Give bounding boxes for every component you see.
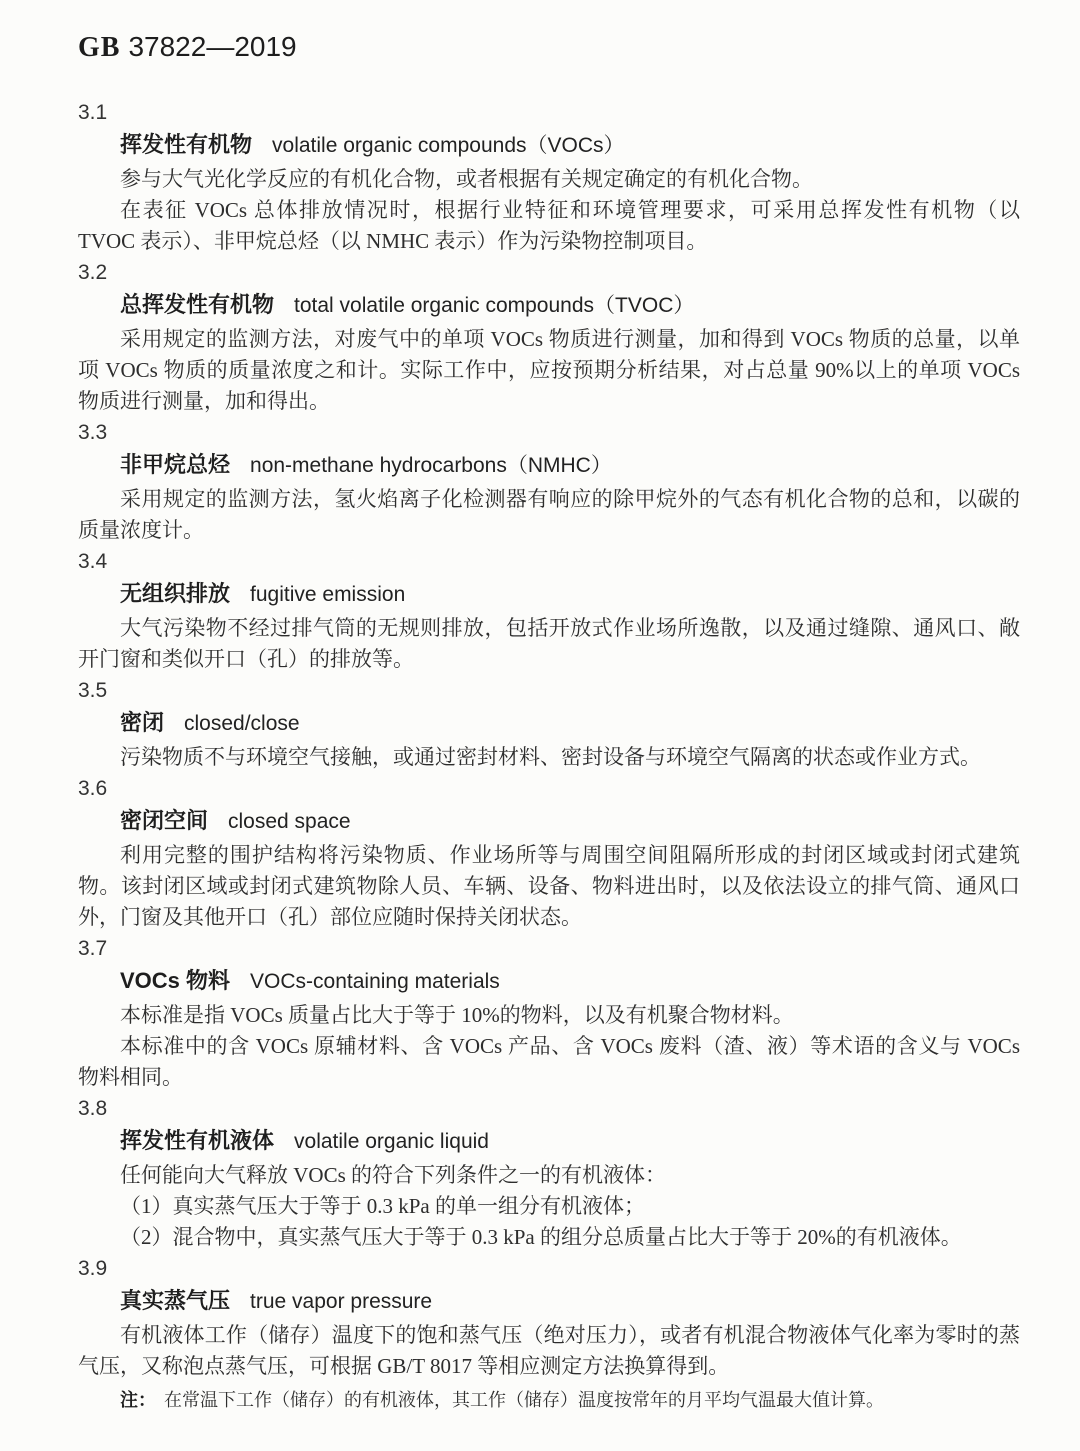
section-number: 3.1 <box>78 101 108 124</box>
term-en: closed/close <box>184 712 300 735</box>
term-en: total volatile organic compounds（TVOC） <box>294 294 695 317</box>
paragraph: 利用完整的围护结构将污染物质、作业场所等与周围空间阻隔所形成的封闭区域或封闭式建筑物。该封闭区域或封闭式建筑物除人员、车辆、设备、物料进出时，以及依法设立的排气筒、通风口外，门窗及其他开口（孔）部位应随时保持关闭状态。 <box>78 843 1020 929</box>
note-label: 注： <box>120 1390 156 1410</box>
section-number: 3.3 <box>78 421 108 444</box>
term-en: true vapor pressure <box>250 1290 433 1313</box>
term-zh: 真实蒸气压 <box>120 1288 231 1313</box>
paragraph: 本标准中的含 VOCs 原辅材料、含 VOCs 产品、含 VOCs 废料（渣、液）等术语的含义与 VOCs 物料相同。 <box>78 1034 1020 1089</box>
paragraph: 在表征 VOCs 总体排放情况时，根据行业特征和环境管理要求，可采用总挥发性有机物（以 TVOC 表示）、非甲烷总烃（以 NMHC 表示）作为污染物控制项目。 <box>78 198 1020 253</box>
section-number: 3.5 <box>78 679 108 702</box>
term-en: VOCs-containing materials <box>250 970 500 993</box>
term-line <box>78 805 1020 840</box>
term-zh: 无组织排放 <box>120 581 231 606</box>
section-number: 3.7 <box>78 937 108 960</box>
term-zh: 挥发性有机物 <box>120 132 253 157</box>
term-zh: VOCs 物料 <box>120 968 231 993</box>
section-number: 3.9 <box>78 1257 108 1280</box>
term-zh: 总挥发性有机物 <box>120 292 275 317</box>
paragraph: 采用规定的监测方法，氢火焰离子化检测器有响应的除甲烷外的气态有机化合物的总和，以碳的质量浓度计。 <box>78 487 1020 542</box>
term-zh: 挥发性有机液体 <box>120 1128 275 1153</box>
paragraph: 参与大气光化学反应的有机化合物，或者根据有关规定确定的有机化合物。 <box>120 167 813 191</box>
term-zh: 非甲烷总烃 <box>120 452 231 477</box>
term-zh: 密闭空间 <box>120 808 209 833</box>
paragraph: 大气污染物不经过排气筒的无规则排放，包括开放式作业场所逸散，以及通过缝隙、通风口、敞开门窗和类似开口（孔）的排放等。 <box>78 616 1020 671</box>
term-en: closed space <box>228 810 351 833</box>
section-number: 3.8 <box>78 1097 108 1120</box>
section-number: 3.6 <box>78 777 108 800</box>
term-line <box>78 1285 1020 1320</box>
doc-number <box>78 30 1020 65</box>
note-text: 在常温下工作（储存）的有机液体，其工作（储存）温度按常年的月平均气温最大值计算。 <box>164 1390 884 1410</box>
term-en: volatile organic compounds（VOCs） <box>272 134 625 157</box>
section-3-2 <box>78 257 1020 417</box>
list-item-2: （2）混合物中，真实蒸气压大于等于 0.3 kPa 的组分总质量占比大于等于 20%的有机液体。 <box>120 1225 962 1249</box>
section-number: 3.2 <box>78 261 108 284</box>
paragraph: 本标准是指 VOCs 质量占比大于等于 10%的物料，以及有机聚合物材料。 <box>120 1003 794 1027</box>
note-line <box>78 1385 1020 1415</box>
term-line <box>78 289 1020 324</box>
paragraph: 采用规定的监测方法，对废气中的单项 VOCs 物质进行测量，加和得到 VOCs 物质的总量，以单项 VOCs 物质的质量浓度之和计。实际工作中，应按预期分析结果，对占总量 90%以上的单项 VOCs 物质进行测量，加和得出。 <box>78 327 1020 413</box>
paragraph: 污染物质不与环境空气接触，或通过密封材料、密封设备与环境空气隔离的状态或作业方式。 <box>120 745 981 769</box>
section-number: 3.4 <box>78 550 108 573</box>
paragraph: 有机液体工作（储存）温度下的饱和蒸气压（绝对压力），或者有机混合物液体气化率为零时的蒸气压，又称泡点蒸气压，可根据 GB/T 8017 等相应测定方法换算得到。 <box>78 1323 1020 1378</box>
section-3-8 <box>78 1093 1020 1253</box>
section-3-3 <box>78 417 1020 546</box>
term-zh: 密闭 <box>120 710 165 735</box>
term-line <box>78 965 1020 1000</box>
doc-number-prefix: GB <box>78 32 121 63</box>
section-3-6 <box>78 773 1020 933</box>
term-line <box>78 707 1020 742</box>
section-3-7 <box>78 933 1020 1093</box>
section-3-1 <box>78 97 1020 257</box>
term-line <box>78 449 1020 484</box>
term-en: volatile organic liquid <box>294 1130 489 1153</box>
term-en: non-methane hydrocarbons（NMHC） <box>250 454 612 477</box>
term-line <box>78 1125 1020 1160</box>
term-en: fugitive emission <box>250 583 406 606</box>
term-line <box>78 129 1020 164</box>
paragraph: 任何能向大气释放 VOCs 的符合下列条件之一的有机液体： <box>120 1163 667 1187</box>
section-3-4 <box>78 546 1020 675</box>
term-line <box>78 578 1020 613</box>
section-3-5 <box>78 675 1020 773</box>
section-3-9 <box>78 1253 1020 1415</box>
list-item-1: （1）真实蒸气压大于等于 0.3 kPa 的单一组分有机液体； <box>120 1194 645 1218</box>
doc-number-value: 37822—2019 <box>128 31 297 62</box>
